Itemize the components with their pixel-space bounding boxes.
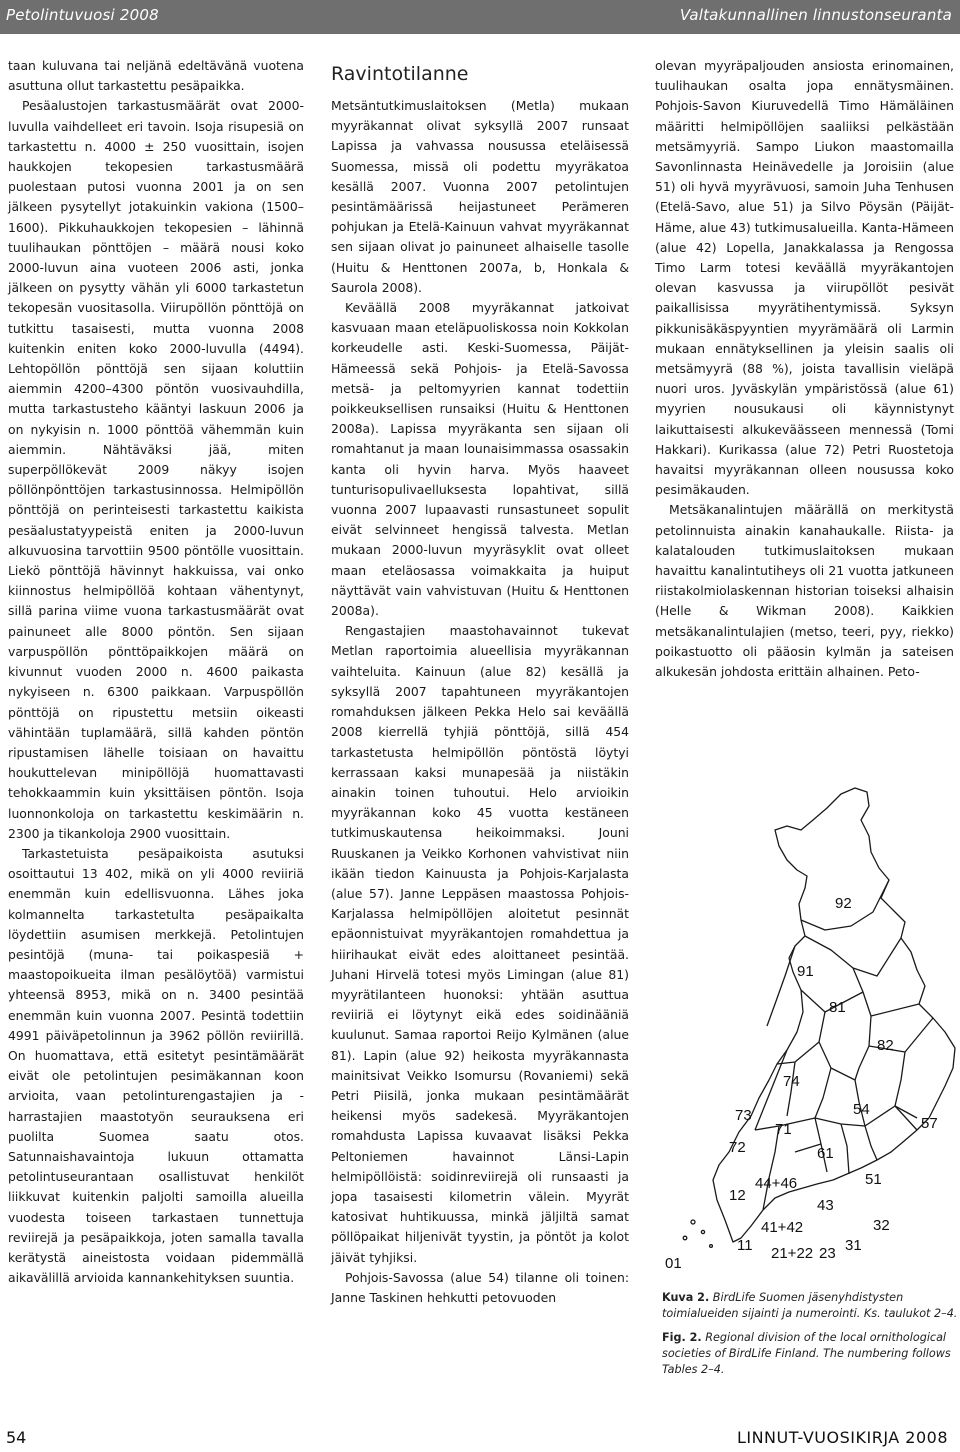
caption-label-fi: Kuva 2.: [662, 1291, 710, 1304]
region-label-23: 23: [819, 1245, 836, 1262]
caption-text-en: Regional division of the local ornithological societies of BirdLife Finland. The numbering follows Tables 2–4.: [662, 1331, 951, 1376]
region-label-01: 01: [665, 1255, 682, 1272]
caption-text-fi: BirdLife Suomen jäsenyhdistysten toimialueiden sijainti ja numerointi. Ks. taulukot 2–4.: [662, 1291, 958, 1320]
figure-caption-fi: [662, 1290, 958, 1322]
paragraph: taan kuluvana tai neljänä edeltävänä vuotena asuttuna ollut tarkastettu pesäpaikka.: [8, 58, 304, 94]
region-label-73: 73: [735, 1107, 752, 1124]
region-labels: [665, 895, 938, 1272]
paragraph: Tarkastetuista pesäpaikoista asutuksi osoittautui 13 402, mikä on yli 4000 reviiriä enemmän kuin edellisvuonna. Lähes joka kolmannelta tarkastetulta pesäpaikalta löydettiin asumisen merkkejä. Petolintujen pesintöjä (muna- tai poikaspesiä + maastopoikueita ilman pesälöytöä) varmistui yhteensä 8953, mikä on n. 3400 pesintää enemmän kuin vuonna 2007. Pesintä todettiin 4991 päiväpetolinnun ja 3962 pöllön reviirillä. On huomattava, että esitetyt pesintämäärät eivät ole petolintujen pesimäkannan koon arvioita, vaan petolinturengastajien ja -harrastajien maastotyön seurauksena eri puolilta Suomea saatu otos. Satunnaishavaintoja lukuun ottamatta petolintuseurantaan osallistuvat henkilöt liikkuvat kuitenkin paljolti samoilla alueilla vuodesta toiseen tarkastaen tunnettuja reviirejä ja pesäpaikkoja, joten samalla tavalla kerätystä aineistosta voidaan pidemmällä aikavälillä arvioida kannankehityksen suuntia.: [8, 845, 304, 1286]
region-label-11: 11: [737, 1237, 753, 1254]
paragraph: Keväällä 2008 myyräkannat jatkoivat kasvuaan maan eteläpuoliskossa noin Kokkolan korkeudelle asti. Keski-Suomessa, Päijät-Hämeessä sekä Pohjois- ja Etelä-Savossa metsä- ja peltomyyrien kannat todettiin poikkeuksellisen runsaiksi (Huitu & Henttonen 2008a). Lapissa myyräkanta sen sijaan oli romahtanut ja maan lounaisimmassa osassakin kanta oli hyvin harva. Myös haaveet tunturisopulivaelluksesta lopahtivat, sillä vuonna 2007 lupaavasti runsastuneet sopulit eivät selvinneet hengissä talvesta. Metlan mukaan 2000-luvun myyräsyklit ovat olleet maan eteläosassa voimakkaita ja huiput näyttävät vain vahvistuvan (Huitu & Henttonen 2008a).: [331, 300, 629, 619]
column-2: [331, 56, 629, 1308]
header-left: Petolintuvuosi 2008: [6, 6, 159, 24]
journal-name: LINNUT-VUOSIKIRJA 2008: [736, 1428, 948, 1447]
region-label-74: 74: [783, 1073, 800, 1090]
section-title: Ravintotilanne: [331, 63, 469, 85]
region-label-12: 12: [729, 1187, 746, 1204]
region-label-31: 31: [845, 1237, 862, 1254]
region-label-71: 71: [775, 1121, 792, 1138]
running-header: [0, 0, 960, 34]
figure-caption-en: [662, 1330, 958, 1378]
paragraph: Rengastajien maastohavainnot tukevat Metlan raportoimia alueellisia myyräkannan vaihteluita. Kainuun (alue 82) kesällä ja syksyllä 2007 tapahtuneen myyräkantojen romahduksen jälkeen Pekka Helo sai keväällä 2008 kierrellä tyhjiä pönttöjä, sillä 454 tarkastetusta helmipöllön pöntöstä löytyi kerrassaan kaksi munapesää ja niistäkin ainakin toinen tuhoutui. Helo arvioikin myyräkannan koko 45 vuotta kestäneen tutkimuskautensa heikoimmaksi. Jouni Ruuskanen ja Veikko Korhonen vahvistivat niin ikään tiedon Kainuusta ja Pohjois-Karjalasta (alue 57). Janne Leppäsen maastossa Pohjois-Karjalassa helmipöllöjen aloitetut pesinnät epäonnistuivat myyräkantojen romahdettua ja hiirihaukat eivät edes aloittaneet pesintää. Juhani Hirvelä totesi myös Limingan (alue 81) myyrätilanteen huonoksi: yhtään asuttua reviiriä ei löytynyt eikä edes soidinääniä kuulunut. Samaa raportoi Reijo Kylmänen (alue 81). Lapin (alue 92) heikosta myyräkannasta mainitsivat Veikko Isomursu (Rovaniemi) sekä Petri Piisilä, jonka mukaan pesintämäärät heikensi myös sadekesä. Myyräkantojen romahdusta Lapissa kuvaavat lisäksi Pekka Peltoniemen havainnot Länsi-Lapin helmipöllöistä: soidinreviirejä oli runsaasti ja jopa tasaisesti kilometrin välein. Myyrät katosivat huhtikuussa, minkä jäljiltä samat pöllöpaikat hiljenivät tyystin, ja pöntöt ja kolot jäivät tyhjiksi.: [331, 623, 629, 1265]
region-label-54: 54: [853, 1101, 870, 1118]
paragraph: Metsäkanalintujen määrällä on merkitystä petolinnuista ainakin kanahaukalle. Riista- ja kalatalouden tutkimuslaitoksen mukaan havaittu kanalintutiheys oli 21 vuotta jatkuneen riistakolmiolaskennan historian toiseksi alhaisin (Helle & Wikman 2008). Kaikkien metsäkanalintulajien (metso, teeri, pyy, riekko) poikastuotto oli pääosin kylmän ja sateisen alkukesän johdosta erittäin alhainen. Peto-: [655, 502, 954, 680]
header-right: Valtakunnallinen linnustonseuranta: [679, 6, 952, 24]
paragraph: Pohjois-Savossa (alue 54) tilanne oli toinen: Janne Taskinen hehkutti petovuoden: [331, 1269, 629, 1305]
finland-region-map: [655, 780, 960, 1280]
column-1: [8, 56, 304, 1288]
region-label-82: 82: [877, 1037, 894, 1054]
region-label-92: 92: [835, 895, 852, 912]
region-label-91: 91: [797, 963, 814, 980]
region-label-72: 72: [729, 1139, 746, 1156]
map-svg: [655, 780, 960, 1280]
region-label-43: 43: [817, 1197, 834, 1214]
page-number: 54: [6, 1428, 27, 1447]
region-label-57: 57: [921, 1115, 938, 1132]
region-label-51: 51: [865, 1171, 882, 1188]
region-label-21-22: 21+22: [771, 1245, 814, 1262]
region-label-41-42: 41+42: [761, 1219, 804, 1236]
caption-label-en: Fig. 2.: [662, 1331, 702, 1344]
column-3: [655, 56, 954, 682]
paragraph: Metsäntutkimuslaitoksen (Metla) mukaan myyräkannat olivat syksyllä 2007 runsaat Lapissa ja vahvassa nousussa eteläisessä Suomessa, missä oli podettu myyräkatoa kesällä 2007. Vuonna 2007 petolintujen pesintämäärissä heijastuneet Perämeren pohjukan ja Etelä-Kainuun vahvat myyräkannat sen sijaan olivat jo painuneet alhaiselle tasolle (Huitu & Henttonen 2007a, b, Honkala & Saurola 2008).: [331, 98, 629, 295]
paragraph: Pesäalustojen tarkastusmäärät ovat 2000-luvulla vaihdelleet eri tavoin. Isoja risupesiä on tarkastettu n. 4000 ± 250 vuosittain, isojen haukkojen tekopesien tarkastusmäärä puolestaan putosi vuonna 2001 ja on sen jälkeen pysytellyt jotakuinkin vakiona (1500–1600). Pikkuhaukkojen tekopesien – lähinnä tuulihaukan pönttöjen – määrä nousi koko 2000-luvun aina vuoteen 2006 asti, jonka jälkeen on pysytty vähän yli 6000 tarkastetun tekopesän vuositasolla. Viirupöllön pönttöjä on tutkittu tasaisesti, mutta vuonna 2008 kuitenkin eniten koko 2000-luvulla (4494). Lehtopöllön pönttöjä sen sijaan koluttiin aiemmin 4200–4300 pöntön vuosivauhdilla, mutta tarkastusteho kääntyi laskuun 2006 ja on nykyisin n. 1000 pönttöä vähemmän kuin aiemmin. Nähtäväksi jää, miten superpöllökevät 2009 näkyy isojen pöllönpönttöjen tarkastusinnossa. Helmipöllön pönttöjä on perinteisesti tarkastettu kaikista pesäalustatyypeistä eniten ja 2000-luvun alkuvuosina tarvottiin 9500 pöntölle vuosittain. Liekö pönttöjä hävinnyt hakkuissa, vai onko kiinnostus helmipöllöä kohtaan vähentynyt, sillä parina viime vuona tarkastusmäärät ovat painuneet alle 8000 pöntön. Sen sijaan varpuspöllön pönttöpaikkojen määrä on kivunnut vuoden 2000 n. 4600 paikasta nykyiseen n. 6300 paikkaan. Varpuspöllön pönttöjä on ripustettu metsiin oikeasti vähintään tuplamäärä, sillä kahden pöntön ripustamisen lähelle toisiaan on havaittu houkuttelevan minipöllöjä huomattavasti tehokkaammin kuin yksittäisen pöntön. Isoja luonnonkoloja on tarkastettu keskimäärin n. 2300 ja tikankoloja 2900 vuosittain.: [8, 98, 304, 841]
region-label-61: 61: [817, 1145, 834, 1162]
region-label-81: 81: [829, 999, 846, 1016]
region-label-44-46: 44+46: [755, 1175, 798, 1192]
paragraph: olevan myyräpaljouden ansiosta erinomainen, tuulihaukan osalta jopa ennätysmäinen. Pohjois-Savon Kiuruvedellä Timo Hämäläinen määritti helmipöllöjen saaliiksi pelkästään metsämyyriä. Sampo Liukon maastomailla Savonlinnasta Heinävedelle ja Joroisiin (alue 51) oli hyvä myyrävuosi, samoin Juha Tenhusen (Etelä-Savo, alue 51) ja Silvo Pöysän (Päijät-Häme, alue 43) tutkimusalueilla. Kanta-Hämeen (alue 42) Lopella, Janakkalassa ja Rengossa Timo Larm totesi keväällä myyräkantojen olevan kasvussa ja viirupöllöt pesivät paikallisissa myyrätihentymissä. Syksyn pikkunisäkäspyyntien myyrämäärä oli Larmin mukaan ennätyksellinen ja yleisin saalis oli metsämyyrä (88 %), joista tavallisin vieläpä nuori uros. Jyväskylän ympäristössä (alue 61) myyrien nousukausi oli käynnistynyt laikuttaisesti alkukeväässeen mennessä (Tomi Hakkari). Kurikassa (alue 72) Petri Ruostetoja havaitsi myyräkannan olleen nousussa koko pesimäkauden.: [655, 58, 954, 498]
region-label-32: 32: [873, 1217, 890, 1234]
